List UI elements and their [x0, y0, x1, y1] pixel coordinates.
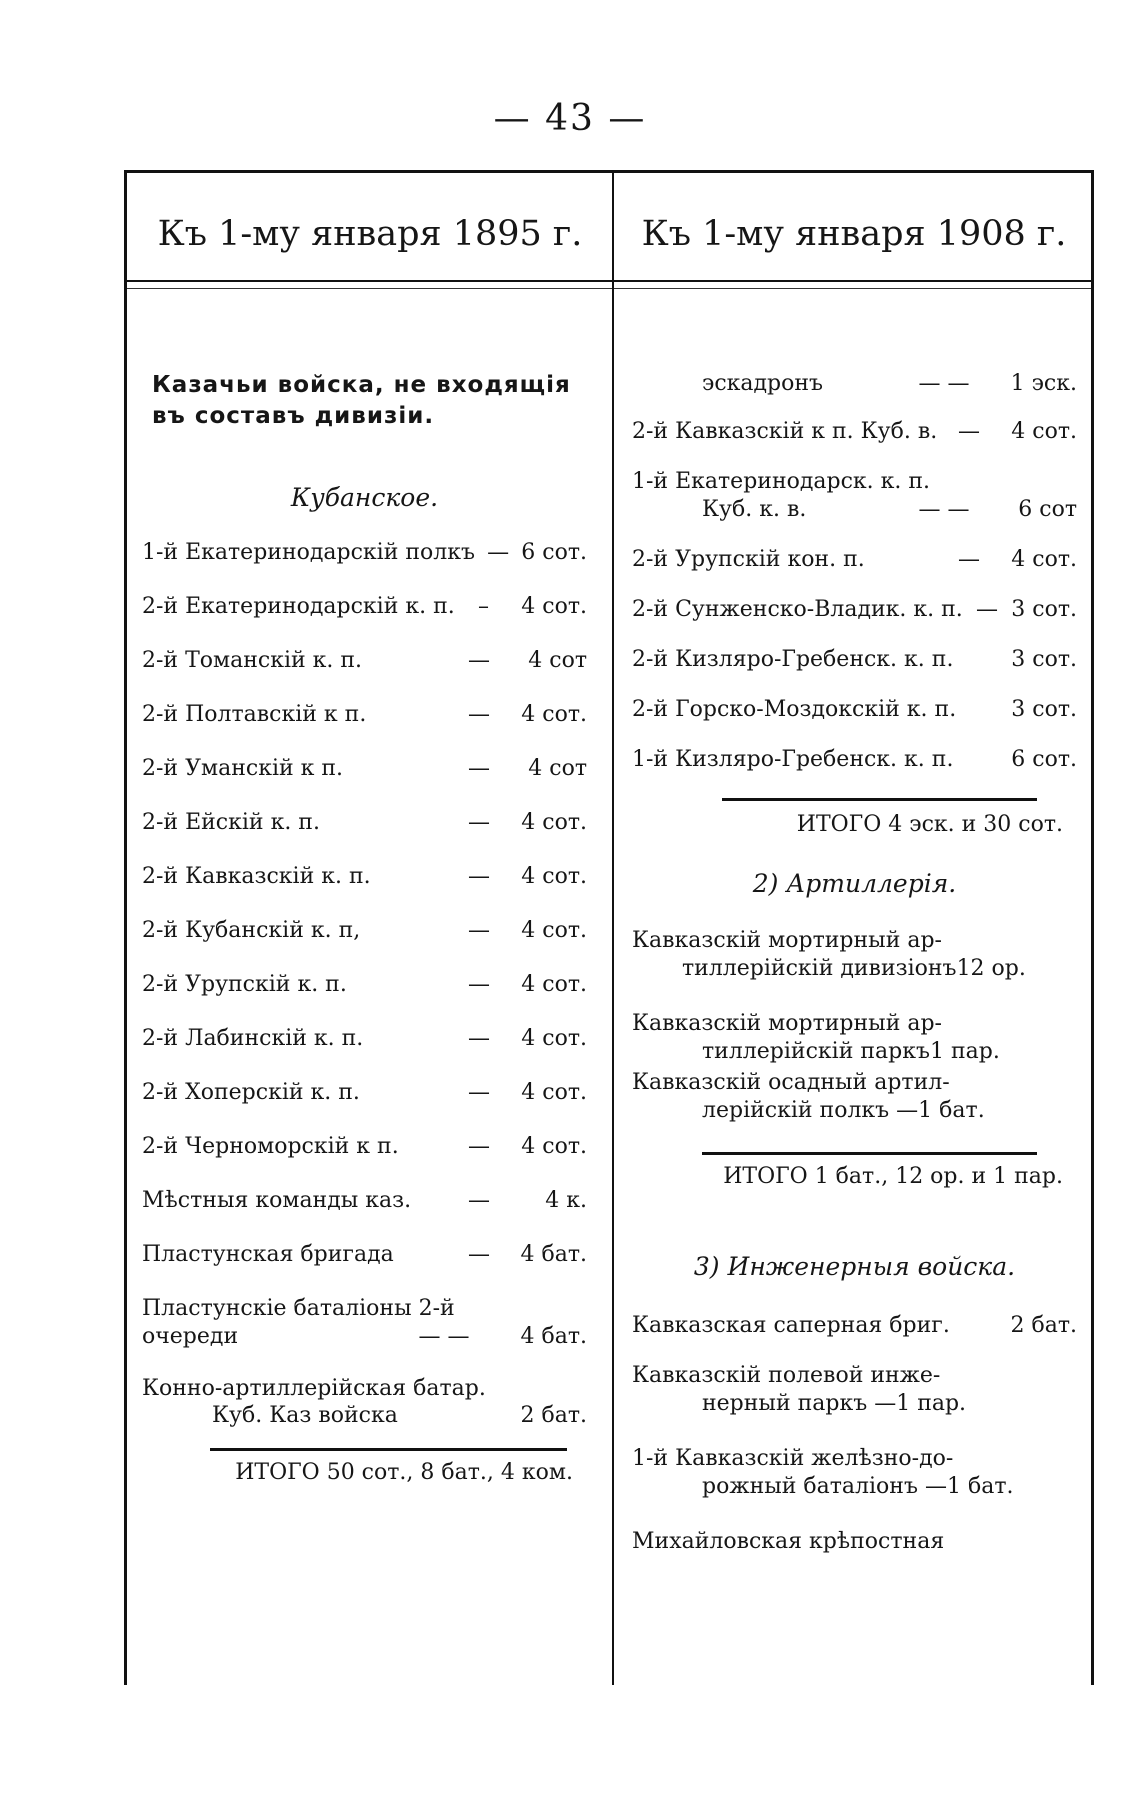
column-divider: [612, 170, 614, 1685]
subhead-artillery: 2) Артиллерія.: [752, 869, 957, 898]
column-header-1895: Къ 1-му января 1895 г.: [157, 214, 583, 254]
table-top-rule: [124, 170, 1094, 173]
list-item: 1-й Екатеринодарск. к. п. Куб. к. в. — — 6 сот: [632, 469, 1077, 522]
last-line: Михайловская крѣпостная: [632, 1529, 945, 1554]
subhead-engineer: 3) Инженерныя войска.: [693, 1251, 1016, 1281]
table-right-rule: [1091, 170, 1094, 1685]
list-item-plastun: Пластунскіе баталіоны 2-й очереди — — 4 бат.: [142, 1296, 587, 1349]
list-item: Пластунская бригада — 4 бат.: [142, 1242, 587, 1268]
list-item-konno: Конно-артиллерійская батар. Куб. Каз войска 2 бат.: [142, 1375, 587, 1429]
ledger-table: [124, 170, 1094, 1685]
total-rule: [702, 1152, 1037, 1155]
list-item: 1-й Кизляро-Гребенск. к. п. 6 сот.: [632, 746, 1077, 772]
list-item: 2-й Урупскій кон. п. — 4 сот.: [632, 546, 1077, 572]
list-item: 2-й Черноморскій к п. — 4 сот.: [142, 1134, 587, 1160]
list-item: 2-й Урупскій к. п. — 4 сот.: [142, 972, 587, 998]
total-rule: [210, 1448, 567, 1451]
list-item: 2-й Сунженско-Владик. к. п. — 3 сот.: [632, 596, 1077, 622]
list-item: 2-й Горско-Моздокскій к. п. 3 сот.: [632, 696, 1077, 722]
total-right-artillery: ИТОГО 1 бат., 12 ор. и 1 пар.: [723, 1164, 1063, 1190]
list-item: Кавказскій полевой инже- нерный паркъ —1 пар.: [632, 1363, 967, 1416]
total-right-cavalry: ИТОГО 4 эск. и 30 сот.: [796, 811, 1063, 837]
table-left-rule: [124, 170, 127, 1685]
page-number: — 43 —: [493, 98, 647, 139]
list-item: Кавказскій осадный артил- лерійскій полкъ —1 бат.: [632, 1070, 985, 1123]
list-item: 1-й Екатеринодарскій полкъ — 6 сот.: [142, 540, 587, 566]
column-header-1908: Къ 1-му января 1908 г.: [641, 214, 1067, 254]
list-item: 2-й Томанскій к. п. — 4 сот: [142, 648, 587, 674]
list-item: 1-й Кавказскій желѣзно-до- рожный баталіонъ —1 бат.: [632, 1446, 1014, 1499]
list-item: 2-й Полтавскій к п. — 4 сот.: [142, 702, 587, 728]
list-item: 2-й Кавказскій к. п. — 4 сот.: [142, 864, 587, 890]
list-item: 2-й Кавказскій к п. Куб. в. — 4 сот.: [632, 419, 1077, 444]
header-rule: [124, 280, 1094, 282]
list-item: Мѣстныя команды каз. — 4 к.: [142, 1188, 587, 1214]
list-item: 2-й Лабинскій к. п. — 4 сот.: [142, 1026, 587, 1052]
left-column: [142, 370, 587, 1526]
list-item: 2-й Хоперскій к. п. — 4 сот.: [142, 1080, 587, 1106]
list-item: эскадронъ — — 1 эск.: [702, 371, 1077, 396]
header-rule-double: [124, 288, 1094, 289]
list-item: 2-й Ейскій к. п. — 4 сот.: [142, 810, 587, 836]
subhead-kuban: Кубанское.: [290, 483, 439, 513]
list-item: 2-й Кубанскій к. п, — 4 сот.: [142, 918, 587, 944]
list-item: 2-й Уманскій к п. — 4 сот: [142, 756, 587, 782]
list-item: 2-й Кизляро-Гребенск. к. п. 3 сот.: [632, 646, 1077, 672]
right-column: [632, 370, 1077, 1556]
list-item: 2-й Екатеринодарскій к. п. – 4 сот.: [142, 594, 587, 620]
list-item: Кавказскій мортирный ар- тиллерійскій паркъ1 пар.: [632, 1011, 1000, 1064]
regiment-list: [142, 539, 587, 1295]
list-item: Кавказскій мортирный ар- тиллерійскій дивизіонъ12 ор.: [632, 928, 1026, 981]
total-rule: [722, 798, 1037, 801]
list-item: Кавказская саперная бриг. 2 бат.: [632, 1313, 1077, 1338]
section-title: Казачьи войска, не входящія въ составъ дивизіи.: [152, 372, 571, 430]
total-left: ИТОГО 50 сот., 8 бат., 4 ком.: [235, 1459, 573, 1485]
